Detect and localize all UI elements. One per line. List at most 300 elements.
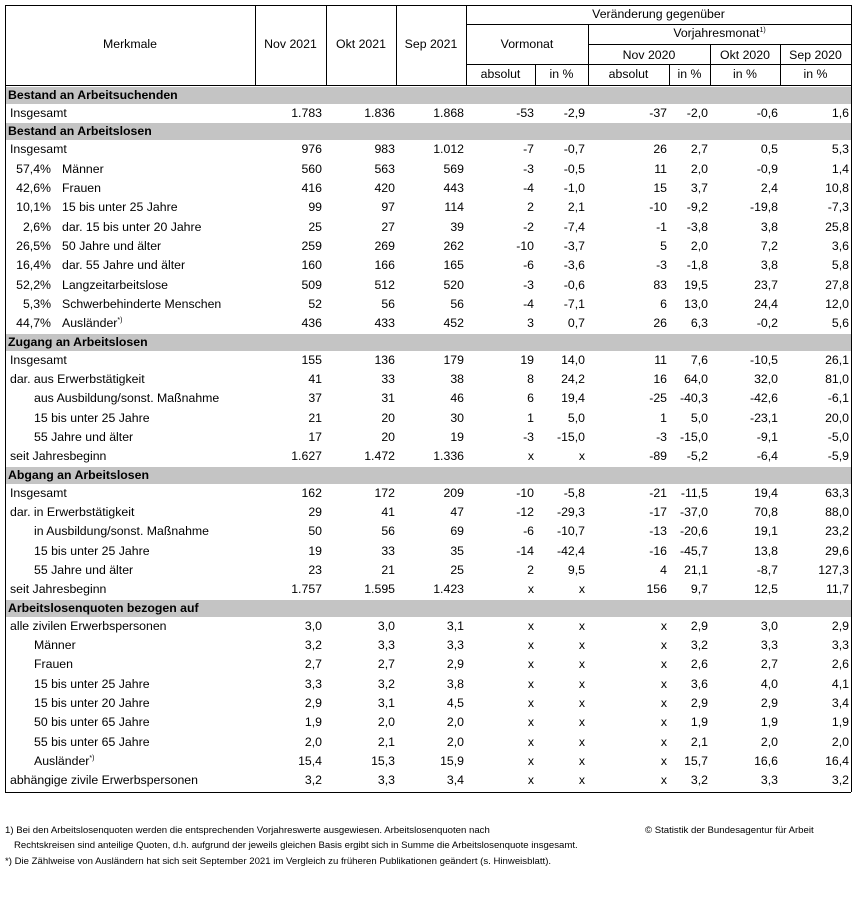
row-label — [34, 657, 73, 672]
row-label-text: Insgesamt — [10, 353, 67, 367]
table-cell: x — [578, 735, 585, 749]
table-cell: 3,8 — [760, 258, 778, 272]
table-cell: 9,7 — [690, 582, 708, 596]
table-cell: 136 — [374, 353, 395, 367]
table-cell: 520 — [443, 278, 464, 292]
row-label — [10, 353, 67, 368]
table-cell: x — [578, 582, 585, 596]
table-cell: -5,8 — [563, 486, 585, 500]
row-label — [10, 449, 106, 464]
table-cell: x — [660, 773, 667, 787]
table-cell: -1 — [656, 220, 667, 234]
row-label — [62, 239, 161, 254]
row-label-text: 55 Jahre und älter — [34, 430, 134, 444]
footnote-ref-asterisk: *) — [89, 754, 95, 762]
table-cell: 2,7 — [377, 657, 395, 671]
header-nov-2020: Nov 2020 — [622, 48, 676, 62]
table-cell: 3,2 — [377, 677, 395, 691]
row-label-text: 15 bis unter 25 Jahre — [34, 544, 150, 558]
row-share-pct: 52,2% — [16, 278, 51, 292]
table-cell: 12,5 — [754, 582, 778, 596]
table-cell: x — [578, 696, 585, 710]
table-cell: 9,5 — [567, 563, 585, 577]
table-cell: 127,3 — [818, 563, 849, 577]
table-cell: 1.012 — [433, 142, 464, 156]
table-cell: 4 — [660, 563, 667, 577]
table-cell: -37,0 — [679, 505, 708, 519]
table-cell: 15,7 — [684, 754, 708, 768]
table-cell: x — [527, 735, 534, 749]
table-cell: 3,3 — [760, 773, 778, 787]
table-cell: -42,6 — [749, 391, 778, 405]
table-cell: 10,8 — [825, 181, 849, 195]
table-cell: 29,6 — [825, 544, 849, 558]
section-title: Abgang an Arbeitslosen — [8, 467, 149, 482]
row-label-text: Insgesamt — [10, 142, 67, 156]
row-label — [10, 619, 167, 634]
table-cell: x — [527, 715, 534, 729]
header-veraenderung: Veränderung gegenüber — [592, 7, 725, 21]
table-cell: 2,0 — [446, 735, 464, 749]
table-cell: -6 — [523, 258, 534, 272]
row-label — [34, 638, 76, 653]
table-cell: 1,9 — [304, 715, 322, 729]
table-cell: 3,7 — [690, 181, 708, 195]
table-cell: 5,0 — [567, 411, 585, 425]
table-cell: -7,4 — [563, 220, 585, 234]
table-cell: 23 — [308, 563, 322, 577]
table-cell: 24,2 — [561, 372, 585, 386]
table-cell: 3,8 — [446, 677, 464, 691]
row-label — [34, 677, 150, 692]
table-cell: 563 — [374, 162, 395, 176]
table-cell: 3,0 — [304, 619, 322, 633]
table-cell: x — [660, 696, 667, 710]
table-cell: 3,3 — [831, 638, 849, 652]
table-cell: 2,9 — [304, 696, 322, 710]
table-cell: 262 — [443, 239, 464, 253]
table-cell: 3,2 — [304, 638, 322, 652]
table-cell: 165 — [443, 258, 464, 272]
table-cell: -5,9 — [827, 449, 849, 463]
border-right — [851, 5, 852, 792]
row-label-text: Ausländer — [34, 754, 90, 768]
table-cell: 39 — [450, 220, 464, 234]
table-cell: 1,4 — [831, 162, 849, 176]
rule-header-1 — [466, 24, 851, 25]
table-cell: -0,5 — [563, 162, 585, 176]
table-cell: 2,1 — [377, 735, 395, 749]
table-cell: 2,1 — [567, 200, 585, 214]
table-cell: 5,6 — [831, 316, 849, 330]
table-cell: 21 — [381, 563, 395, 577]
table-cell: 13,8 — [754, 544, 778, 558]
table-cell: 37 — [308, 391, 322, 405]
table-cell: 509 — [301, 278, 322, 292]
table-cell: 3,0 — [760, 619, 778, 633]
row-label — [62, 220, 201, 235]
table-cell: 41 — [308, 372, 322, 386]
section-title: Bestand an Arbeitsuchenden — [8, 88, 178, 102]
table-cell: 209 — [443, 486, 464, 500]
row-label-text: 50 Jahre und älter — [62, 239, 162, 253]
row-label — [62, 278, 168, 293]
table-cell: 2,6 — [831, 657, 849, 671]
rule-col-change — [466, 5, 467, 85]
table-cell: 160 — [301, 258, 322, 272]
table-cell: 6 — [660, 297, 667, 311]
table-cell: 4,1 — [831, 677, 849, 691]
table-cell: -1,8 — [686, 258, 708, 272]
table-cell: 24,4 — [754, 297, 778, 311]
table-cell: 3,6 — [690, 677, 708, 691]
row-share-pct: 26,5% — [16, 239, 51, 253]
table-cell: 2,7 — [760, 657, 778, 671]
table-cell: 420 — [374, 181, 395, 195]
table-cell: 70,8 — [754, 505, 778, 519]
table-cell: -0,2 — [756, 316, 778, 330]
table-cell: -20,6 — [679, 524, 708, 538]
table-cell: -3,7 — [563, 239, 585, 253]
row-label — [34, 563, 133, 578]
table-cell: x — [660, 754, 667, 768]
table-cell: 56 — [381, 524, 395, 538]
table-cell: 3,2 — [831, 773, 849, 787]
table-cell: 31 — [381, 391, 395, 405]
table-cell: 1 — [660, 411, 667, 425]
table-cell: 1.868 — [433, 106, 464, 120]
section-title: Arbeitslosenquoten bezogen auf — [8, 600, 199, 615]
table-cell: 25 — [450, 563, 464, 577]
row-label-text: 15 bis unter 25 Jahre — [34, 677, 150, 691]
table-cell: 0,7 — [567, 316, 585, 330]
header-absolut-vorjahr: absolut — [608, 67, 649, 81]
row-label-text: 55 bis unter 65 Jahre — [34, 735, 150, 749]
header-sep-2020: Sep 2020 — [789, 48, 842, 62]
border-left — [5, 5, 6, 792]
table-cell: 2,4 — [760, 181, 778, 195]
table-cell: -13 — [649, 524, 667, 538]
row-label-text: 55 Jahre und älter — [34, 563, 134, 577]
table-cell: 41 — [381, 505, 395, 519]
table-cell: 2,9 — [831, 619, 849, 633]
table-cell: -10,5 — [749, 353, 778, 367]
header-sep-2021: Sep 2021 — [404, 37, 458, 51]
table-cell: -10 — [516, 486, 534, 500]
table-cell: 7,2 — [760, 239, 778, 253]
table-cell: 3,4 — [831, 696, 849, 710]
section-title: Bestand an Arbeitslosen — [8, 124, 152, 139]
table-cell: 7,6 — [690, 353, 708, 367]
table-cell: x — [578, 773, 585, 787]
table-cell: 569 — [443, 162, 464, 176]
table-cell: -10 — [516, 239, 534, 253]
row-label — [34, 391, 219, 406]
rule-col-vormonat-pct — [535, 64, 536, 85]
table-cell: x — [578, 449, 585, 463]
table-cell: -19,8 — [749, 200, 778, 214]
table-cell: 12,0 — [825, 297, 849, 311]
table-cell: 1.627 — [291, 449, 322, 463]
table-cell: 13,0 — [684, 297, 708, 311]
table-cell: -3 — [656, 258, 667, 272]
table-cell: 27 — [381, 220, 395, 234]
table-cell: -15,0 — [679, 430, 708, 444]
table-cell: 3,2 — [304, 773, 322, 787]
table-cell: 155 — [301, 353, 322, 367]
rule-col-nov2020-pct — [669, 64, 670, 85]
table-cell: -3 — [523, 162, 534, 176]
table-cell: 2,0 — [690, 162, 708, 176]
row-label-text: seit Jahresbeginn — [10, 582, 107, 596]
table-cell: 11 — [654, 162, 667, 176]
row-label-text: seit Jahresbeginn — [10, 449, 107, 463]
table-cell: -10 — [649, 200, 667, 214]
table-cell: 19,5 — [684, 278, 708, 292]
table-cell: 21,1 — [684, 563, 708, 577]
table-cell: -7 — [523, 142, 534, 156]
table-cell: 2,0 — [377, 715, 395, 729]
table-cell: -7,3 — [827, 200, 849, 214]
table-cell: -0,6 — [563, 278, 585, 292]
table-cell: 1.472 — [364, 449, 395, 463]
table-cell: 1.423 — [433, 582, 464, 596]
footnote-1-line-1: 1) Bei den Arbeitslosenquoten werden die entsprechenden Vorjahreswerte ausgewiesen. Arbeitslosenquoten nach — [5, 825, 490, 836]
table-cell: x — [660, 619, 667, 633]
table-cell: -11,5 — [680, 486, 708, 500]
footnote-ref-1: 1) — [759, 26, 766, 34]
row-label — [10, 106, 67, 121]
row-label-text: dar. in Erwerbstätigkeit — [10, 505, 135, 519]
row-label — [34, 544, 150, 559]
rule-header-2 — [588, 44, 851, 45]
table-cell: 19 — [520, 353, 534, 367]
table-cell: x — [578, 638, 585, 652]
table-cell: 46 — [450, 391, 464, 405]
table-cell: 433 — [374, 316, 395, 330]
row-label-text: Insgesamt — [10, 106, 67, 120]
table-cell: -12 — [516, 505, 534, 519]
table-cell: x — [578, 754, 585, 768]
table-cell: 3,0 — [377, 619, 395, 633]
row-label-text: Frauen — [62, 181, 101, 195]
table-cell: 19,4 — [754, 486, 778, 500]
table-cell: 2,0 — [690, 239, 708, 253]
row-label-text: dar. aus Erwerbstätigkeit — [10, 372, 145, 386]
table-cell: -3 — [523, 278, 534, 292]
table-cell: -5,0 — [827, 430, 849, 444]
table-cell: -1,0 — [563, 181, 585, 195]
table-cell: 19,4 — [561, 391, 585, 405]
table-cell: 23,7 — [754, 278, 778, 292]
table-cell: 33 — [381, 372, 395, 386]
table-cell: 47 — [450, 505, 464, 519]
table-cell: 2 — [527, 200, 534, 214]
row-label — [10, 582, 106, 597]
rule-col-okt2020 — [710, 44, 711, 85]
table-cell: x — [578, 657, 585, 671]
table-cell: 1,9 — [760, 715, 778, 729]
table-cell: 156 — [646, 582, 667, 596]
table-cell: 1,9 — [831, 715, 849, 729]
table-cell: -10,7 — [556, 524, 585, 538]
table-cell: 166 — [374, 258, 395, 272]
table-cell: -4 — [523, 297, 534, 311]
table-cell: -16 — [649, 544, 667, 558]
table-cell: 5 — [660, 239, 667, 253]
table-cell: -8,7 — [756, 563, 778, 577]
table-cell: 2,9 — [446, 657, 464, 671]
table-cell: -23,1 — [749, 411, 778, 425]
row-label — [10, 486, 67, 501]
table-cell: x — [527, 638, 534, 652]
table-cell: 2,0 — [760, 735, 778, 749]
table-cell: -40,3 — [679, 391, 708, 405]
table-cell: -5,2 — [686, 449, 708, 463]
table-cell: 1.836 — [364, 106, 395, 120]
table-cell: 2,9 — [690, 619, 708, 633]
table-cell: -14 — [516, 544, 534, 558]
table-cell: 172 — [374, 486, 395, 500]
table-cell: 97 — [381, 200, 395, 214]
table-cell: 3,3 — [760, 638, 778, 652]
header-nov-2021: Nov 2021 — [264, 37, 317, 51]
table-cell: 2,7 — [304, 657, 322, 671]
table-cell: x — [527, 696, 534, 710]
table-cell: x — [660, 657, 667, 671]
table-cell: 3,3 — [304, 677, 322, 691]
row-label — [34, 754, 94, 769]
table-cell: 6 — [527, 391, 534, 405]
table-cell: -0,6 — [756, 106, 778, 120]
row-label-text: 15 bis unter 25 Jahre — [62, 200, 178, 214]
table-cell: 1.757 — [291, 582, 322, 596]
table-cell: 3,3 — [377, 773, 395, 787]
table-cell: -3 — [656, 430, 667, 444]
row-label-text: Ausländer — [62, 316, 118, 330]
table-cell: -21 — [649, 486, 667, 500]
table-cell: 1,6 — [831, 106, 849, 120]
table-cell: 52 — [308, 297, 322, 311]
table-cell: 63,3 — [825, 486, 849, 500]
table-cell: x — [527, 582, 534, 596]
table-cell: 26 — [653, 316, 667, 330]
table-cell: -9,1 — [756, 430, 778, 444]
table-cell: 16,6 — [754, 754, 778, 768]
table-cell: 25,8 — [825, 220, 849, 234]
rule-header-bottom — [5, 85, 851, 86]
table-cell: 29 — [308, 505, 322, 519]
table-cell: 88,0 — [825, 505, 849, 519]
table-cell: x — [527, 754, 534, 768]
table-cell: x — [527, 773, 534, 787]
table-cell: 2 — [527, 563, 534, 577]
table-cell: 560 — [301, 162, 322, 176]
header-vorjahresmonat: Vorjahresmonat$^{1)}$ — [673, 26, 766, 40]
row-label — [62, 200, 178, 215]
table-cell: 3,3 — [377, 638, 395, 652]
table-cell: 259 — [301, 239, 322, 253]
table-cell: 452 — [443, 316, 464, 330]
table-cell: -0,7 — [563, 142, 585, 156]
table-cell: 30 — [450, 411, 464, 425]
row-label-text: aus Ausbildung/sonst. Maßnahme — [34, 391, 220, 405]
table-cell: 2,0 — [304, 735, 322, 749]
row-share-pct: 10,1% — [16, 200, 51, 214]
row-label-text: 50 bis unter 65 Jahre — [34, 715, 150, 729]
table-cell: -6 — [523, 524, 534, 538]
table-cell: -29,3 — [556, 505, 585, 519]
table-cell: 179 — [443, 353, 464, 367]
row-share-pct: 16,4% — [16, 258, 51, 272]
table-cell: x — [660, 735, 667, 749]
table-cell: -15,0 — [556, 430, 585, 444]
table-cell: -3,6 — [563, 258, 585, 272]
table-cell: 26 — [653, 142, 667, 156]
table-cell: -53 — [516, 106, 534, 120]
row-label-text: Frauen — [34, 657, 73, 671]
table-cell: 443 — [443, 181, 464, 195]
row-label — [62, 181, 101, 196]
table-cell: x — [527, 677, 534, 691]
table-cell: 23,2 — [825, 524, 849, 538]
header-okt-2021: Okt 2021 — [336, 37, 386, 51]
row-label — [62, 297, 221, 312]
table-cell: 83 — [653, 278, 667, 292]
table-cell: 2,0 — [831, 735, 849, 749]
rule-header-3 — [466, 64, 851, 65]
table-cell: 38 — [450, 372, 464, 386]
table-cell: 2,7 — [690, 142, 708, 156]
row-label — [34, 696, 150, 711]
row-share-pct: 2,6% — [22, 220, 51, 234]
table-cell: 15,3 — [371, 754, 395, 768]
header-pct-nov-2020: in % — [677, 67, 702, 81]
table-cell: x — [527, 449, 534, 463]
header-okt-2020: Okt 2020 — [720, 48, 770, 62]
table-cell: 983 — [374, 142, 395, 156]
table-cell: 19 — [308, 544, 322, 558]
row-label — [34, 524, 209, 539]
footnote-asterisk: *) Die Zählweise von Ausländern hat sich seit September 2021 im Vergleich zu früheren Publikationen geändert (s. Hinweisblatt). — [5, 856, 552, 867]
table-cell: -2 — [523, 220, 534, 234]
table-cell: 32,0 — [754, 372, 778, 386]
row-label-text: 15 bis unter 25 Jahre — [34, 411, 150, 425]
header-pct-sep-2020: in % — [803, 67, 828, 81]
rule-bottom — [5, 792, 851, 793]
row-label — [34, 735, 150, 750]
rule-col-merkmale — [255, 5, 256, 85]
table-cell: 15,9 — [440, 754, 464, 768]
table-cell: 0,5 — [760, 142, 778, 156]
table-cell: -25 — [649, 391, 667, 405]
copyright-notice: © Statistik der Bundesagentur für Arbeit — [645, 825, 814, 836]
table-cell: -3,8 — [686, 220, 708, 234]
table-cell: 14,0 — [561, 353, 585, 367]
table-cell: 3,6 — [831, 239, 849, 253]
table-cell: -45,7 — [679, 544, 708, 558]
table-cell: x — [527, 619, 534, 633]
row-share-pct: 57,4% — [16, 162, 51, 176]
row-label-text: in Ausbildung/sonst. Maßnahme — [34, 524, 209, 538]
table-cell: 25 — [308, 220, 322, 234]
table-cell: -7,1 — [563, 297, 585, 311]
row-label-text: abhängige zivile Erwerbspersonen — [10, 773, 198, 787]
table-cell: 1 — [527, 411, 534, 425]
table-cell: 436 — [301, 316, 322, 330]
row-label — [10, 142, 67, 157]
row-label — [10, 372, 145, 387]
